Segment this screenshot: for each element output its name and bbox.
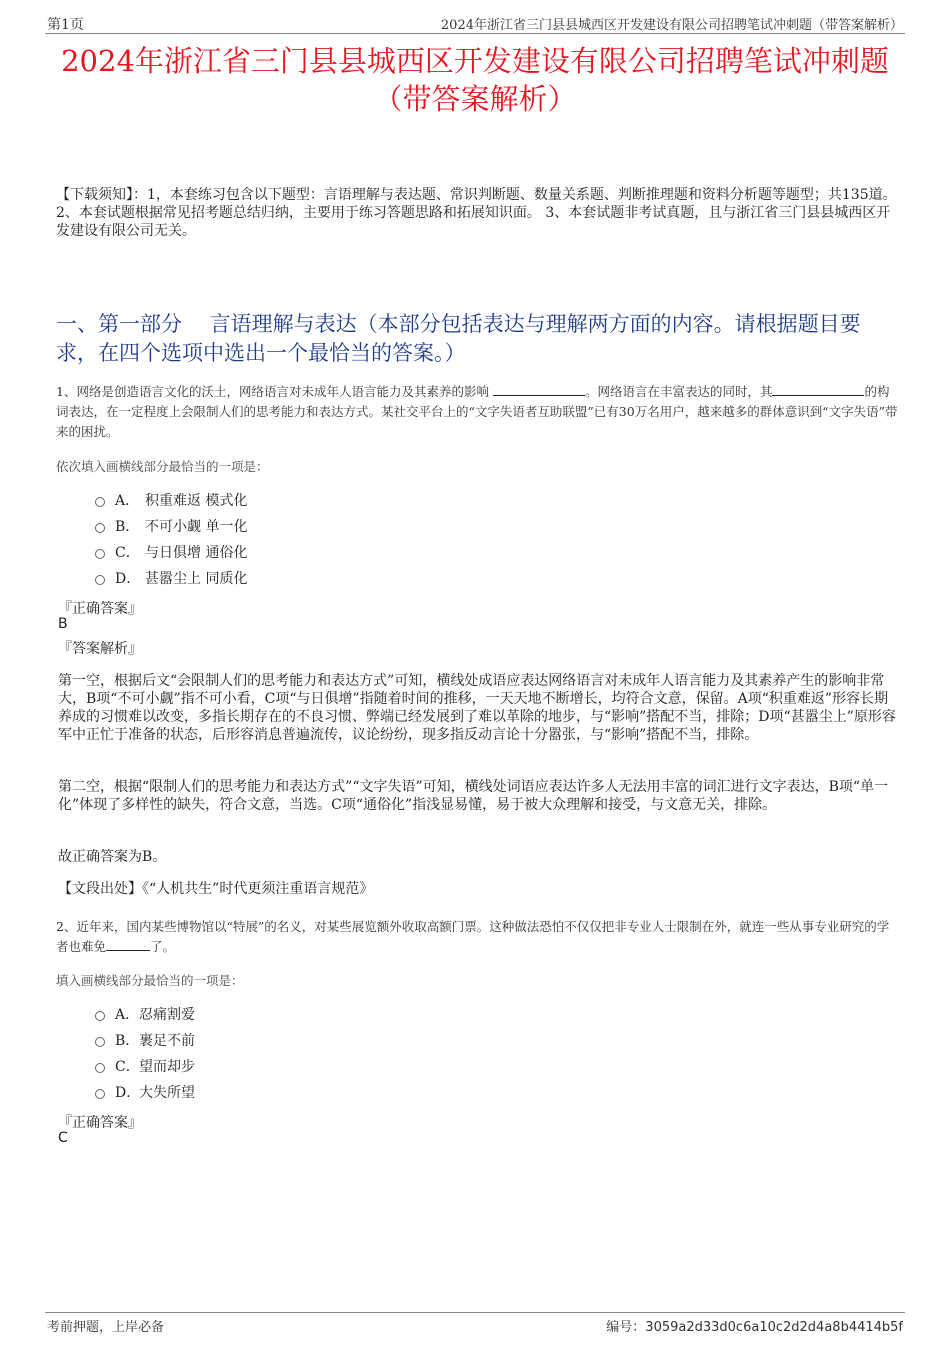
- q1-analysis-label: 『答案解析』: [58, 641, 142, 657]
- option-text: 忍痛割爱: [139, 1007, 195, 1023]
- radio-icon[interactable]: [95, 497, 105, 507]
- question-2-part-end: 了。: [150, 939, 176, 954]
- radio-icon[interactable]: [95, 575, 105, 585]
- q2-option-c[interactable]: [95, 1058, 195, 1076]
- q1-option-d[interactable]: [95, 570, 247, 588]
- question-1-prompt: 依次填入画横线部分最恰当的一项是：: [56, 459, 269, 474]
- q1-answer: B: [58, 616, 68, 632]
- option-text: 甚嚣尘上 同质化: [145, 571, 248, 587]
- option-letter: B．: [115, 519, 140, 535]
- radio-icon[interactable]: [95, 1089, 105, 1099]
- option-text: 望而却步: [139, 1059, 195, 1075]
- fill-blank-1: [493, 383, 585, 396]
- question-1-part-a: 1、网络是创造语言文化的沃土，网络语言对未成年人语言能力及其素养的影响: [56, 384, 489, 399]
- option-letter: C．: [115, 545, 140, 561]
- q2-option-d[interactable]: [95, 1084, 195, 1102]
- question-2-part-a: 2、近年来，国内某些博物馆以“特展”的名义，对某些展览额外收取高额门票。这种做法恐怕不仅仅把非专业人士限制在外，就连一些从事专业研究的学者也难免: [56, 919, 890, 954]
- radio-icon[interactable]: [95, 1037, 105, 1047]
- page-number: 第1页: [47, 17, 84, 33]
- option-text: 积重难返 模式化: [145, 493, 248, 509]
- option-letter: A．: [115, 493, 140, 509]
- radio-icon[interactable]: [95, 1011, 105, 1021]
- section-heading: 一、第一部分 言语理解与表达（本部分包括表达与理解两方面的内容。请根据题目要求，在四个选项中选出一个最恰当的答案。）: [56, 312, 861, 365]
- header-doc-title: 2024年浙江省三门县县城西区开发建设有限公司招聘笔试冲刺题（带答案解析）: [440, 18, 903, 33]
- q1-conclusion: 故正确答案为B。: [58, 849, 167, 865]
- option-letter: B．: [115, 1033, 140, 1049]
- question-2-text: [56, 917, 901, 957]
- q2-answer: C: [58, 1130, 68, 1146]
- option-text: 裹足不前: [139, 1033, 195, 1049]
- option-text: 不可小觑 单一化: [145, 519, 248, 535]
- q1-analysis-paragraph-2: 第二空，根据“限制人们的思考能力和表达方式”“文字失语”可知，横线处词语应表达许多人无法用丰富的词汇进行文字表达，B项“单一化”体现了多样性的缺失，符合文意，当选。C项“通俗化”指浅显易懂，易于被大众理解和接受，与文意无关，排除。: [58, 779, 889, 813]
- footer-code-value: 3059a2d33d0c6a10c2d2d4a8b4414b5f: [645, 1320, 903, 1335]
- q1-option-a[interactable]: [95, 492, 247, 510]
- question-1-text: [56, 382, 901, 442]
- fill-blank-3: [106, 938, 150, 951]
- option-letter: D．: [115, 571, 141, 587]
- radio-icon[interactable]: [95, 549, 105, 559]
- option-text: 大失所望: [139, 1085, 195, 1101]
- q2-option-b[interactable]: [95, 1032, 195, 1050]
- option-letter: A．: [115, 1007, 140, 1023]
- q1-analysis-paragraph-1: 第一空，根据后文“会限制人们的思考能力和表达方式”可知，横线处成语应表达网络语言对未成年人语言能力及其素养产生的影响非常大，B项“不可小觑”指不可小看，C项“与日俱增”指随着时间的推移，一天天地不断增长，均符合文意，保留。A项“积重难返”形容长期养成的习惯难以改变，多指长期存在的不良习惯、弊端已经发展到了难以革除的地步，与“影响”搭配不当，排除；D项“甚嚣尘上”原形容军中正忙于准备的状态，后形容消息普遍流传，议论纷纷，现多指反动言论十分嚣张，与“影响”搭配不当，排除。: [58, 673, 896, 743]
- radio-icon[interactable]: [95, 1063, 105, 1073]
- option-text: 与日俱增 通俗化: [145, 545, 248, 561]
- page-title: 2024年浙江省三门县县城西区开发建设有限公司招聘笔试冲刺题（带答案解析）: [61, 44, 889, 116]
- question-1-part-c: 的构词表达，在一定程度上会限制人们的思考能力和表达方式。某社交平台上的“文字失语者互助联盟”已有30万名用户，越来越多的群体意识到“文字失语”带来的困扰。: [56, 384, 898, 439]
- footer-slogan: 考前押题，上岸必备: [47, 1320, 165, 1335]
- footer-code: [606, 1316, 903, 1335]
- download-notice: 【下载须知】：1，本套练习包含以下题型：言语理解与表达题、常识判断题、数量关系题、判断推理题和资料分析题等题型；共135道。 2、本套试题根据常见招考题总结归纳，主要用于练习答题思路和拓展知识面。 3、本套试题非考试真题，且与浙江省三门县县城西区开发建设有限公司无关。: [56, 187, 897, 239]
- footer-divider: [45, 1312, 905, 1313]
- footer-code-label: 编号：: [606, 1320, 646, 1335]
- radio-icon[interactable]: [95, 523, 105, 533]
- question-2-prompt: 填入画横线部分最恰当的一项是：: [56, 973, 244, 988]
- q1-option-b[interactable]: [95, 518, 247, 536]
- q2-option-a[interactable]: [95, 1006, 195, 1024]
- header-divider: [45, 33, 905, 34]
- fill-blank-2: [772, 383, 864, 396]
- option-letter: D．: [115, 1085, 141, 1101]
- q1-answer-label: 『正确答案』: [58, 601, 142, 617]
- q1-source: 【文段出处】《“人机共生”时代更须注重语言规范》: [58, 881, 374, 897]
- q2-answer-label: 『正确答案』: [58, 1115, 142, 1131]
- question-1-part-b: 。网络语言在丰富表达的同时，其: [584, 384, 773, 399]
- q1-option-c[interactable]: [95, 544, 247, 562]
- option-letter: C．: [115, 1059, 140, 1075]
